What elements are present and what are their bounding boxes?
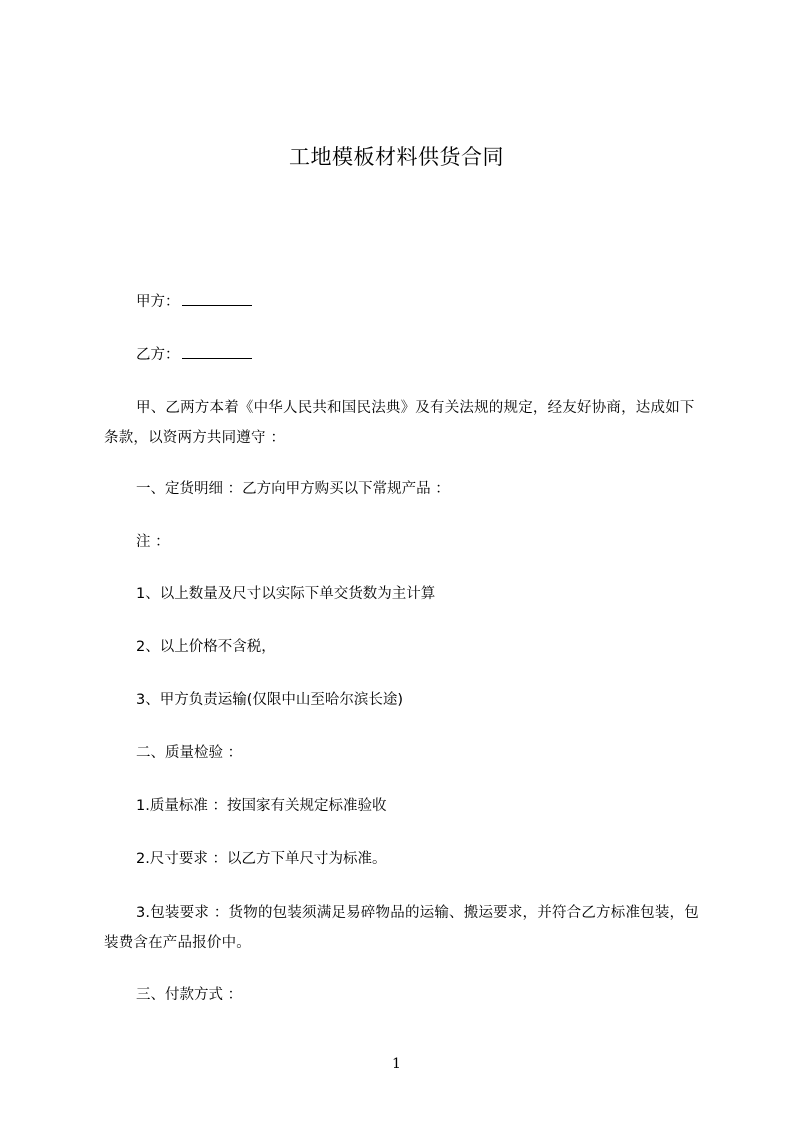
intro-paragraph: 甲、乙两方本着《中华人民共和国民法典》及有关法规的规定，经友好协商，达成如下条款，以资两方共同遵守 ： [104, 400, 695, 446]
party-b-blank [182, 344, 252, 359]
document-title: 工地模板材料供货合同 [289, 145, 504, 169]
quality-item-2: 2.尺寸要求 ：以乙方下单尺寸为标准。 [136, 851, 387, 867]
note-item-1: 1、以上数量及尺寸以实际下单交货数为主计算 [136, 586, 436, 602]
party-b-line [104, 340, 704, 370]
section-2-heading: 二、质量检验 ： [136, 745, 243, 761]
section-3-heading: 三、付款方式 ： [136, 987, 243, 1003]
party-a-line [104, 287, 704, 317]
party-a-label: 甲方： [136, 294, 180, 310]
party-a-blank [182, 291, 252, 306]
section-1-heading: 一、定货明细 ：乙方向甲方购买以下常规产品 ： [136, 481, 450, 497]
note-label: 注 ： [136, 534, 170, 550]
quality-item-3: 3.包装要求 ：货物的包装须满足易碎物品的运输、搬运要求，并符合乙方标准包装，包装费含在产品报价中。 [104, 905, 699, 951]
note-item-3: 3、甲方负责运输(仅限中山至哈尔滨长途) [136, 692, 404, 708]
page-number: 1 [392, 1056, 401, 1072]
note-item-2: 2、以上价格不含税， [136, 639, 276, 655]
quality-item-1: 1.质量标准 ：按国家有关规定标准验收 [136, 798, 387, 814]
party-b-label: 乙方： [136, 347, 180, 363]
